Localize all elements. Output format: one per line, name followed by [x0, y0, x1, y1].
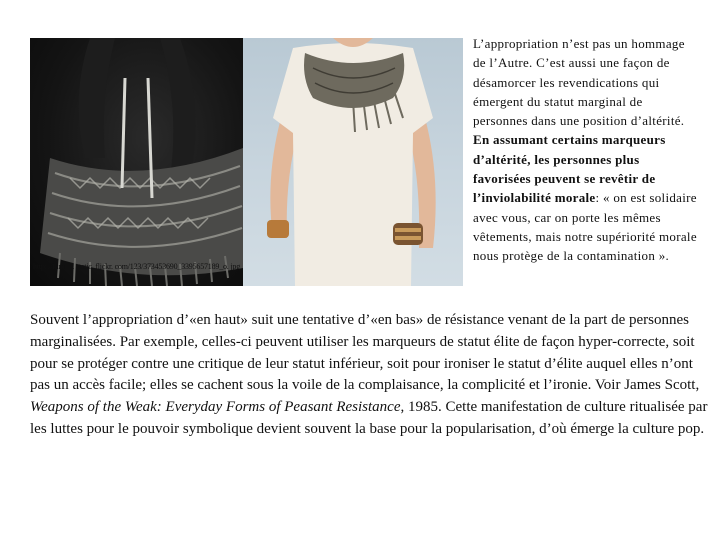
side-paragraph — [473, 34, 699, 266]
side-text-bold: En assumant certains marqueurs d’altérité, les personnes plus favorisées peuvent se revêtir de l’inviolabilité morale — [473, 132, 666, 206]
hoodie-illustration — [30, 38, 243, 286]
main-paragraph — [30, 310, 714, 441]
side-text-part2: : « on est solidaire avec vous, car on porte les mêmes vêtements, mais notre supériorité morale nous protège de la contamination ». — [473, 190, 697, 264]
side-text-part1: L’appropriation n’est pas un hommage de l’Autre. C’est aussi une façon de désamorcer les revendications qui émergent du statut marginal de personnes dans une position d’altérité. — [473, 36, 685, 129]
image-source-caption: http: //farm 1. static. flickr. com/123/373453690_3395657189_o. jpg — [33, 262, 241, 271]
tshirt-photo — [243, 38, 463, 286]
tshirt-illustration — [243, 38, 463, 286]
hoodie-scarf-photo — [30, 38, 243, 286]
main-text-part1: Souvent l’appropriation d’«en haut» suit une tentative d’«en bas» de résistance venant de la part de personnes marginalisées. Par exemple, celles-ci peuvent utiliser les marqueurs de statut élite de façon hyper-correcte, soit pour se protéger contre une critique de leur statut inférieur, soit pour ironiser le statut d’élite auquel elles n’ont pas un accès facile; elles se cachent sous la voile de la complaisance, la complicité et l’ironie. Voir James Scott, — [30, 312, 700, 394]
main-text-part2: , 1985. Cette manifestation de culture ritualisée par les luttes pour le pouvoir symbolique devient souvent la base pour la popularisation, d’où émerge la culture pop. — [30, 399, 708, 437]
book-title: Weapons of the Weak: Everyday Forms of Peasant Resistance — [30, 399, 401, 416]
